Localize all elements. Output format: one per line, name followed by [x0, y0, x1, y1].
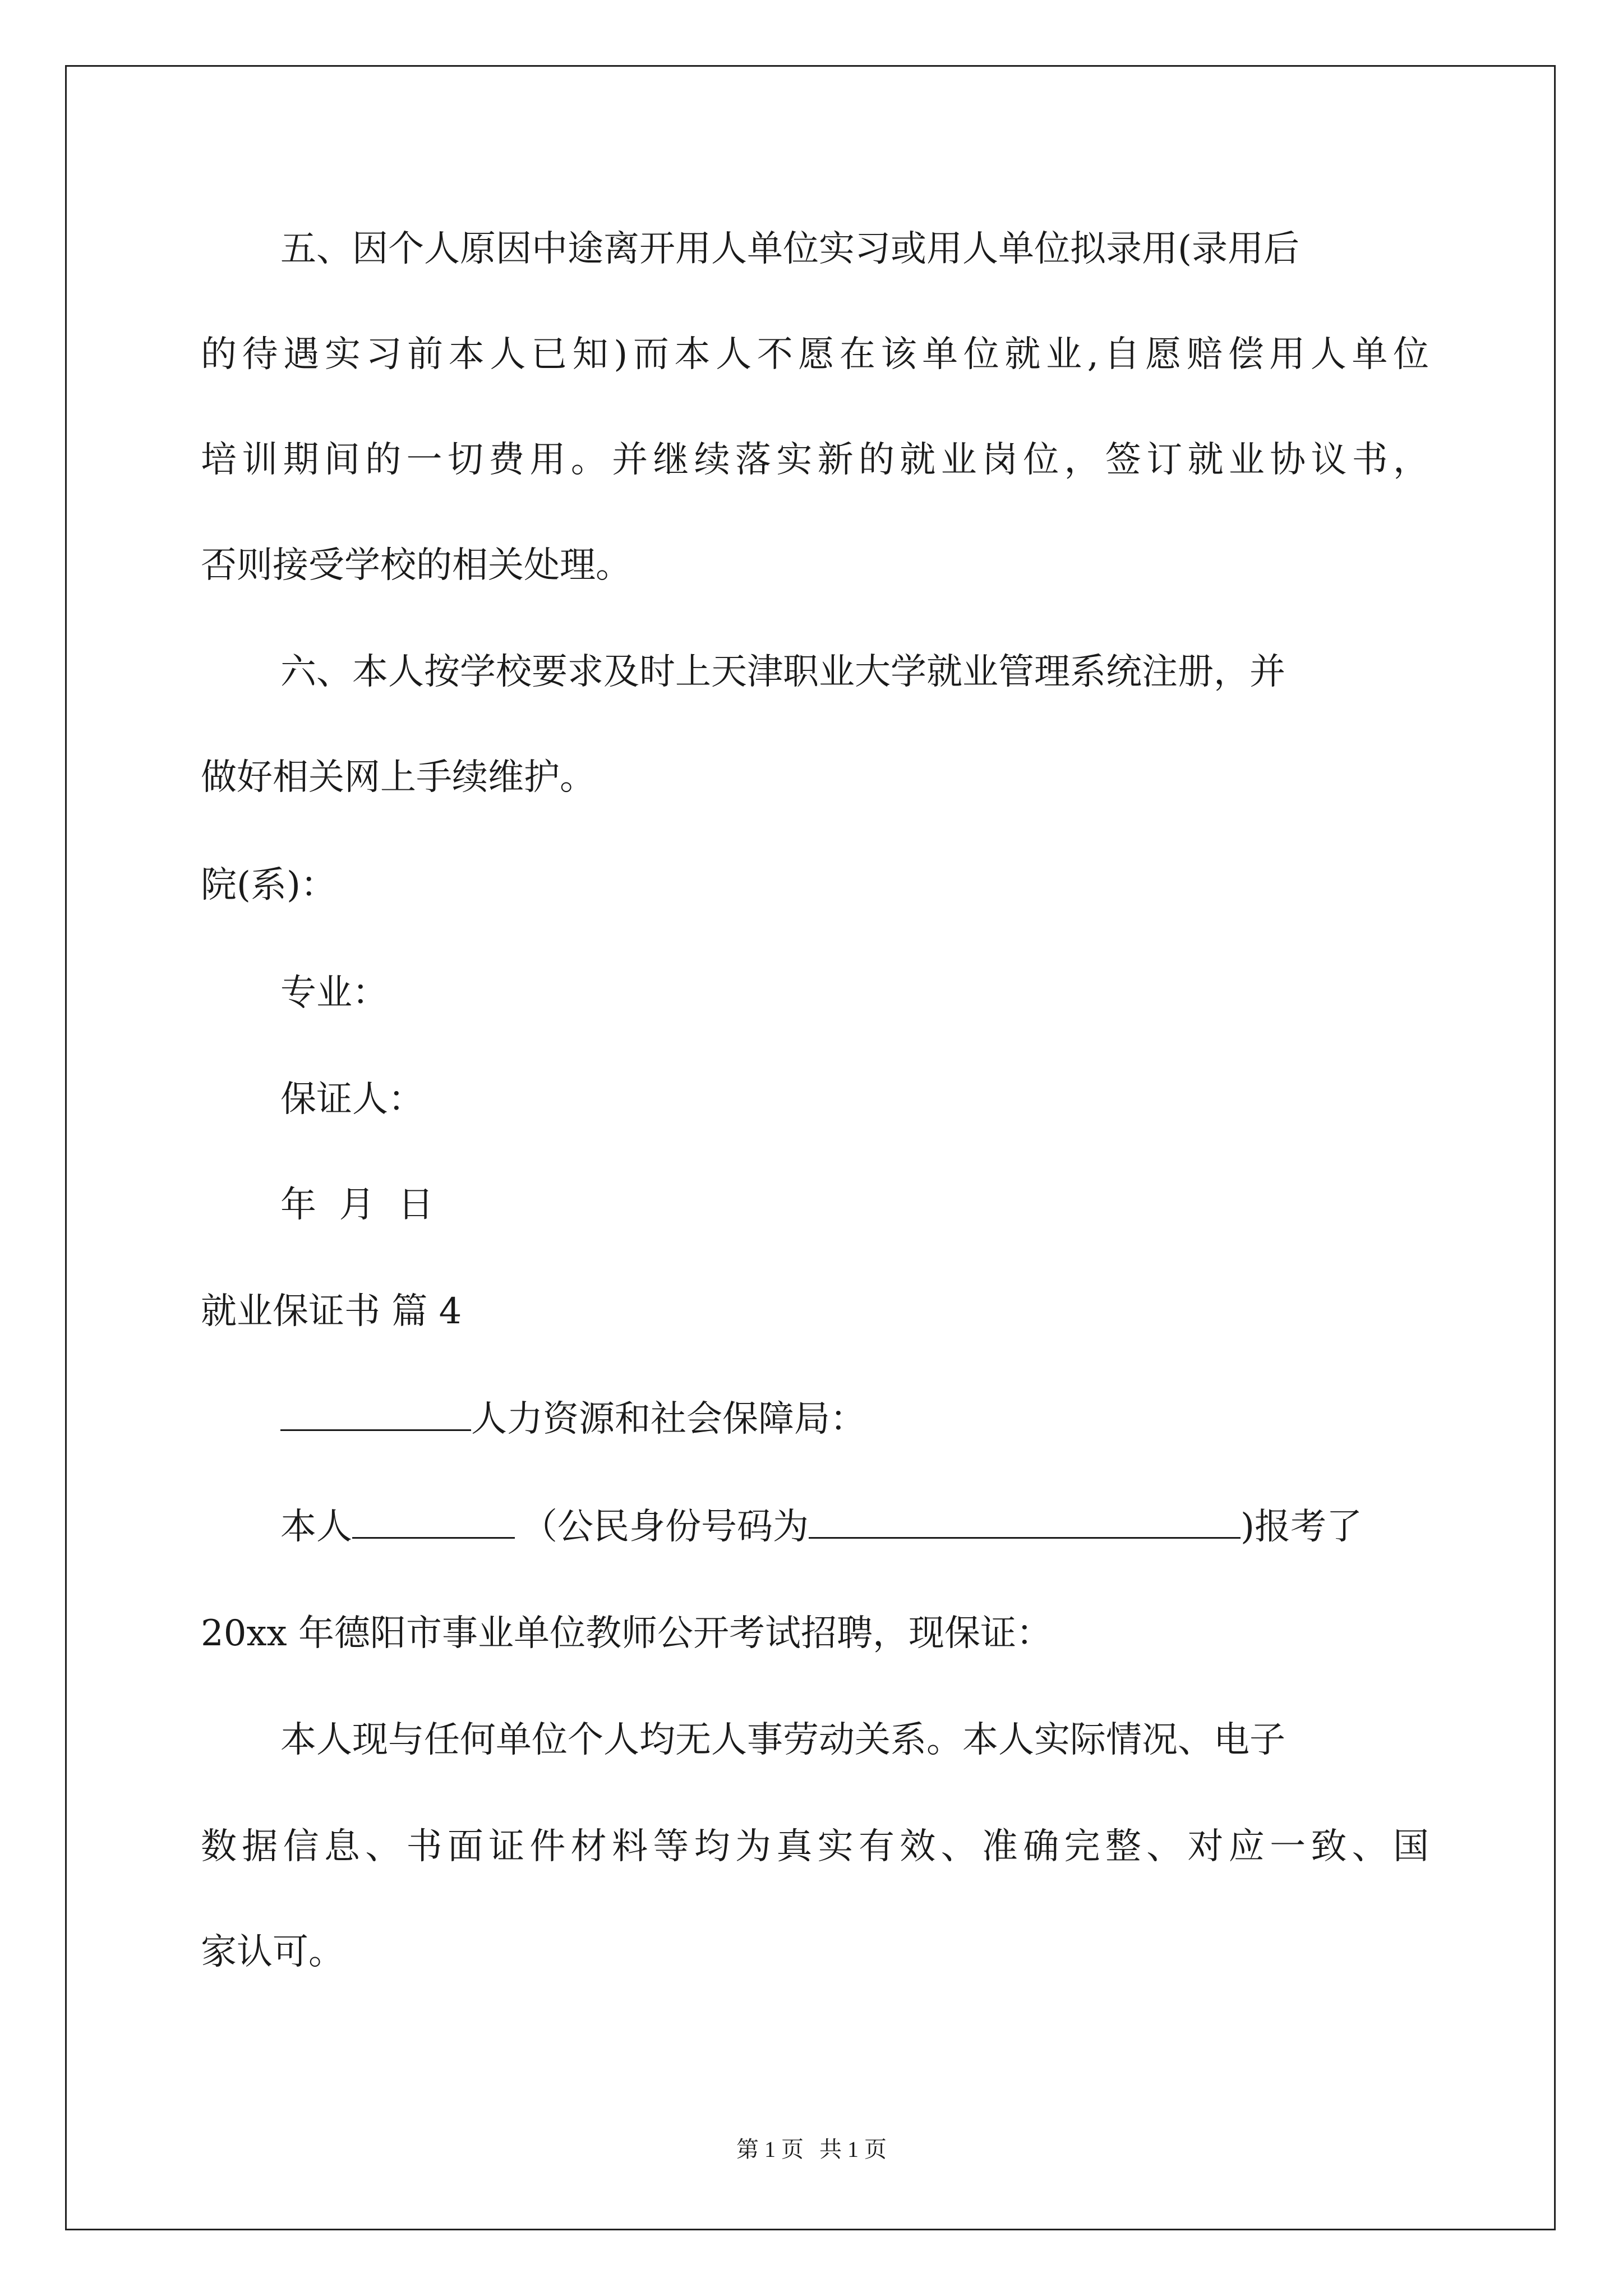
paragraph-6-line-2: 做好相关网上手续维护。 [201, 757, 596, 798]
section-title: 就业保证书 篇 4 [201, 1291, 462, 1332]
name-blank [352, 1508, 515, 1539]
declaration-line-2: 数据信息、书面证件材料等均为真实有效、准确完整、对应一致、国 [201, 1826, 1429, 1867]
paragraph-5-line-1: 五、因个人原因中途离开用人单位实习或用人单位拟录用(录用后 [280, 228, 1299, 270]
paragraph-5-line-3: 培训期间的一切费用。并继续落实新的就业岗位，签订就业协议书， [201, 439, 1429, 481]
page-footer [0, 2132, 1623, 2164]
paragraph-5-line-2: 的待遇实习前本人已知)而本人不愿在该单位就业,自愿赔偿用人单位 [201, 334, 1429, 375]
declaration-line-3: 家认可。 [201, 1931, 344, 1973]
statement-suffix: )报考了 [1241, 1506, 1362, 1548]
statement-line-1 [280, 1506, 1362, 1548]
statement-line-2: 20xx 年德阳市事业单位教师公开考试招聘，现保证： [201, 1613, 1052, 1654]
id-number-blank [809, 1508, 1241, 1539]
paragraph-6-line-1: 六、本人按学校要求及时上天津职业大学就业管理系统注册，并 [280, 651, 1285, 693]
major-field-label: 专业： [280, 972, 388, 1014]
addressee-blank [280, 1400, 471, 1431]
paragraph-5-line-4: 否则接受学校的相关处理。 [201, 545, 631, 586]
addressee-line [280, 1398, 866, 1440]
department-field-label: 院(系)： [201, 864, 336, 906]
page-current: 第 1 页 [736, 2137, 804, 2162]
guarantor-field-label: 保证人： [280, 1079, 424, 1120]
statement-prefix: 本人 [280, 1506, 352, 1548]
date-field-label: 年 月 日 [280, 1184, 434, 1226]
page-border [65, 65, 1556, 2230]
declaration-line-1: 本人现与任何单位个人均无人事劳动关系。本人实际情况、电子 [280, 1719, 1285, 1761]
addressee-text: 人力资源和社会保障局： [471, 1398, 866, 1440]
statement-middle: （公民身份号码为 [522, 1506, 809, 1548]
page-total: 共 1 页 [819, 2137, 887, 2162]
